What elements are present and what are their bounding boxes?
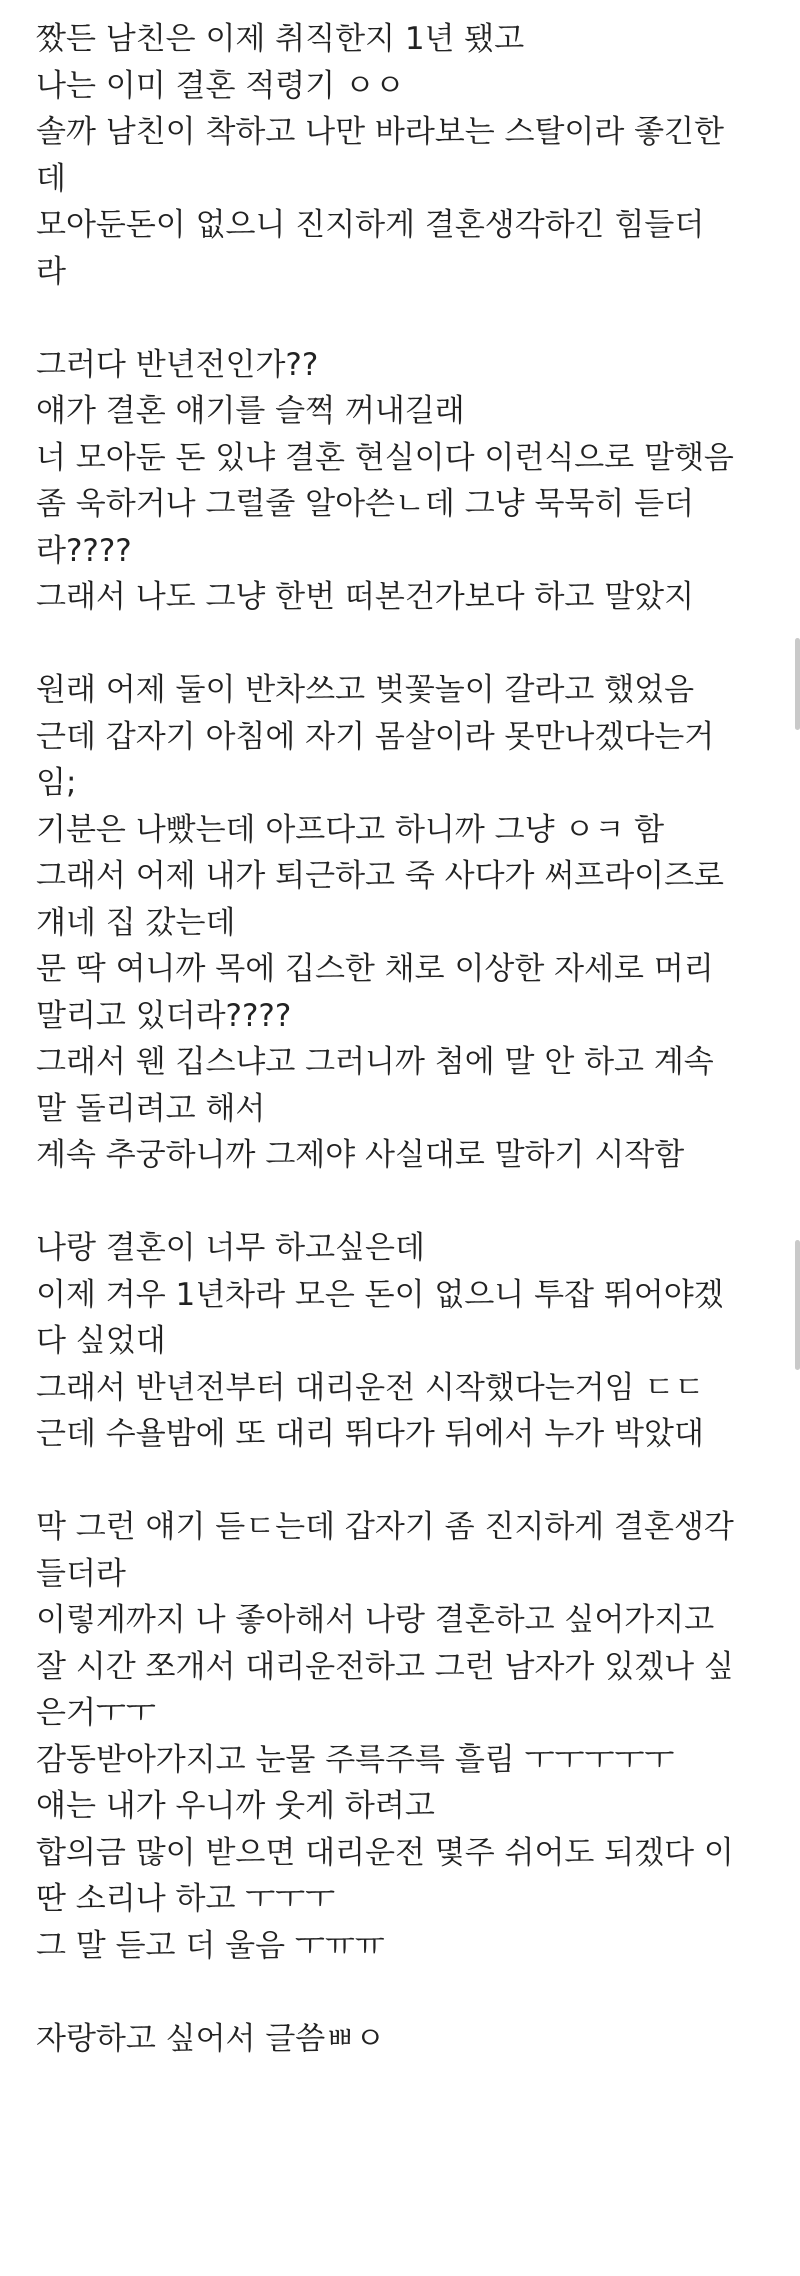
- text-line: 들더라: [36, 1555, 126, 1592]
- text-line: 모아둔돈이 없으니 진지하게 결혼생각하긴 힘들더: [36, 207, 705, 243]
- text-line: 계속 추궁하니까 그제야 사실대로 말하기 시작함: [36, 1137, 685, 1173]
- text-line: 이렇게까지 나 좋아해서 나랑 결혼하고 싶어가지고: [36, 1602, 715, 1638]
- scrollbar-thumb[interactable]: [795, 638, 800, 730]
- text-line: 근데 수욜밤에 또 대리 뛰다가 뒤에서 누가 박았대: [36, 1416, 704, 1452]
- blank-line: [36, 621, 772, 668]
- text-line: 합의금 많이 받으면 대리운전 몇주 쉬어도 되겠다 이: [36, 1834, 734, 1871]
- text-line: 은거ㅜㅜ: [36, 1695, 156, 1731]
- text-line: 걔네 집 갔는데: [36, 904, 236, 941]
- text-line: 그래서 나도 그냥 한번 떠본건가보다 하고 말았지: [36, 579, 695, 615]
- text-line: 문 딱 여니까 목에 깁스한 채로 이상한 자세로 머리: [36, 951, 714, 987]
- text-line: 말리고 있더라????: [36, 997, 292, 1034]
- text-line: 딴 소리나 하고 ㅜㅜㅜ: [36, 1881, 336, 1917]
- text-line: 잘 시간 쪼개서 대리운전하고 그런 남자가 있겠나 싶: [36, 1648, 734, 1685]
- text-line: 말 돌리려고 해서: [36, 1090, 266, 1127]
- text-line: 라????: [36, 532, 132, 569]
- text-line: 좀 욱하거나 그럴줄 알아쓴ㄴ데 그냥 묵묵히 듣더: [36, 486, 695, 522]
- text-line: 얘는 내가 우니까 웃게 하려고: [36, 1788, 435, 1824]
- text-line: 데: [36, 160, 66, 197]
- text-line: 그 말 듣고 더 울음 ㅜㅠㅠ: [36, 1927, 385, 1964]
- text-line: 얘가 결혼 얘기를 슬쩍 꺼내길래: [36, 393, 465, 429]
- text-line: 이제 겨우 1년차라 모은 돈이 없으니 투잡 뛰어야겠: [36, 1276, 724, 1313]
- text-line: 다 싶었대: [36, 1323, 166, 1359]
- blank-line: [36, 1179, 772, 1226]
- blank-line: [36, 295, 772, 342]
- blank-line: [36, 1458, 772, 1505]
- text-line: 나랑 결혼이 너무 하고싶은데: [36, 1230, 425, 1266]
- text-line: 솔까 남친이 착하고 나만 바라보는 스탈이라 좋긴한: [36, 114, 724, 150]
- text-line: 원래 어제 둘이 반차쓰고 벚꽃놀이 갈라고 했었음: [36, 672, 695, 708]
- text-line: 그래서 반년전부터 대리운전 시작했다는거임 ㄷㄷ: [36, 1369, 705, 1406]
- text-line: 기분은 나빴는데 아프다고 하니까 그냥 ㅇㅋ 함: [36, 811, 665, 848]
- text-line: 막 그런 얘기 듣ㄷ는데 갑자기 좀 진지하게 결혼생각: [36, 1509, 734, 1545]
- blank-line: [36, 1969, 772, 2016]
- text-line: 너 모아둔 돈 있냐 결혼 현실이다 이런식으로 말햇음: [36, 439, 734, 476]
- text-line: 그러다 반년전인가??: [36, 346, 319, 383]
- text-line: 나는 이미 결혼 적령기 ㅇㅇ: [36, 67, 405, 104]
- text-line: 근데 갑자기 아침에 자기 몸살이라 못만나겠다는거: [36, 718, 715, 755]
- text-line: 임;: [36, 765, 77, 801]
- text-line: 그래서 웬 깁스냐고 그러니까 첨에 말 안 하고 계속: [36, 1044, 714, 1080]
- text-line: 짰든 남친은 이제 취직한지 1년 됐고: [36, 21, 525, 57]
- text-line: 라: [36, 253, 66, 290]
- text-line: 감동받아가지고 눈물 주륵주륵 흘림 ㅜㅜㅜㅜㅜ: [36, 1741, 675, 1778]
- text-line: 그래서 어제 내가 퇴근하고 죽 사다가 써프라이즈로: [36, 858, 724, 894]
- scrollbar-thumb[interactable]: [795, 1240, 800, 1370]
- text-line: 자랑하고 싶어서 글씀ㅃㅇ: [36, 2020, 386, 2057]
